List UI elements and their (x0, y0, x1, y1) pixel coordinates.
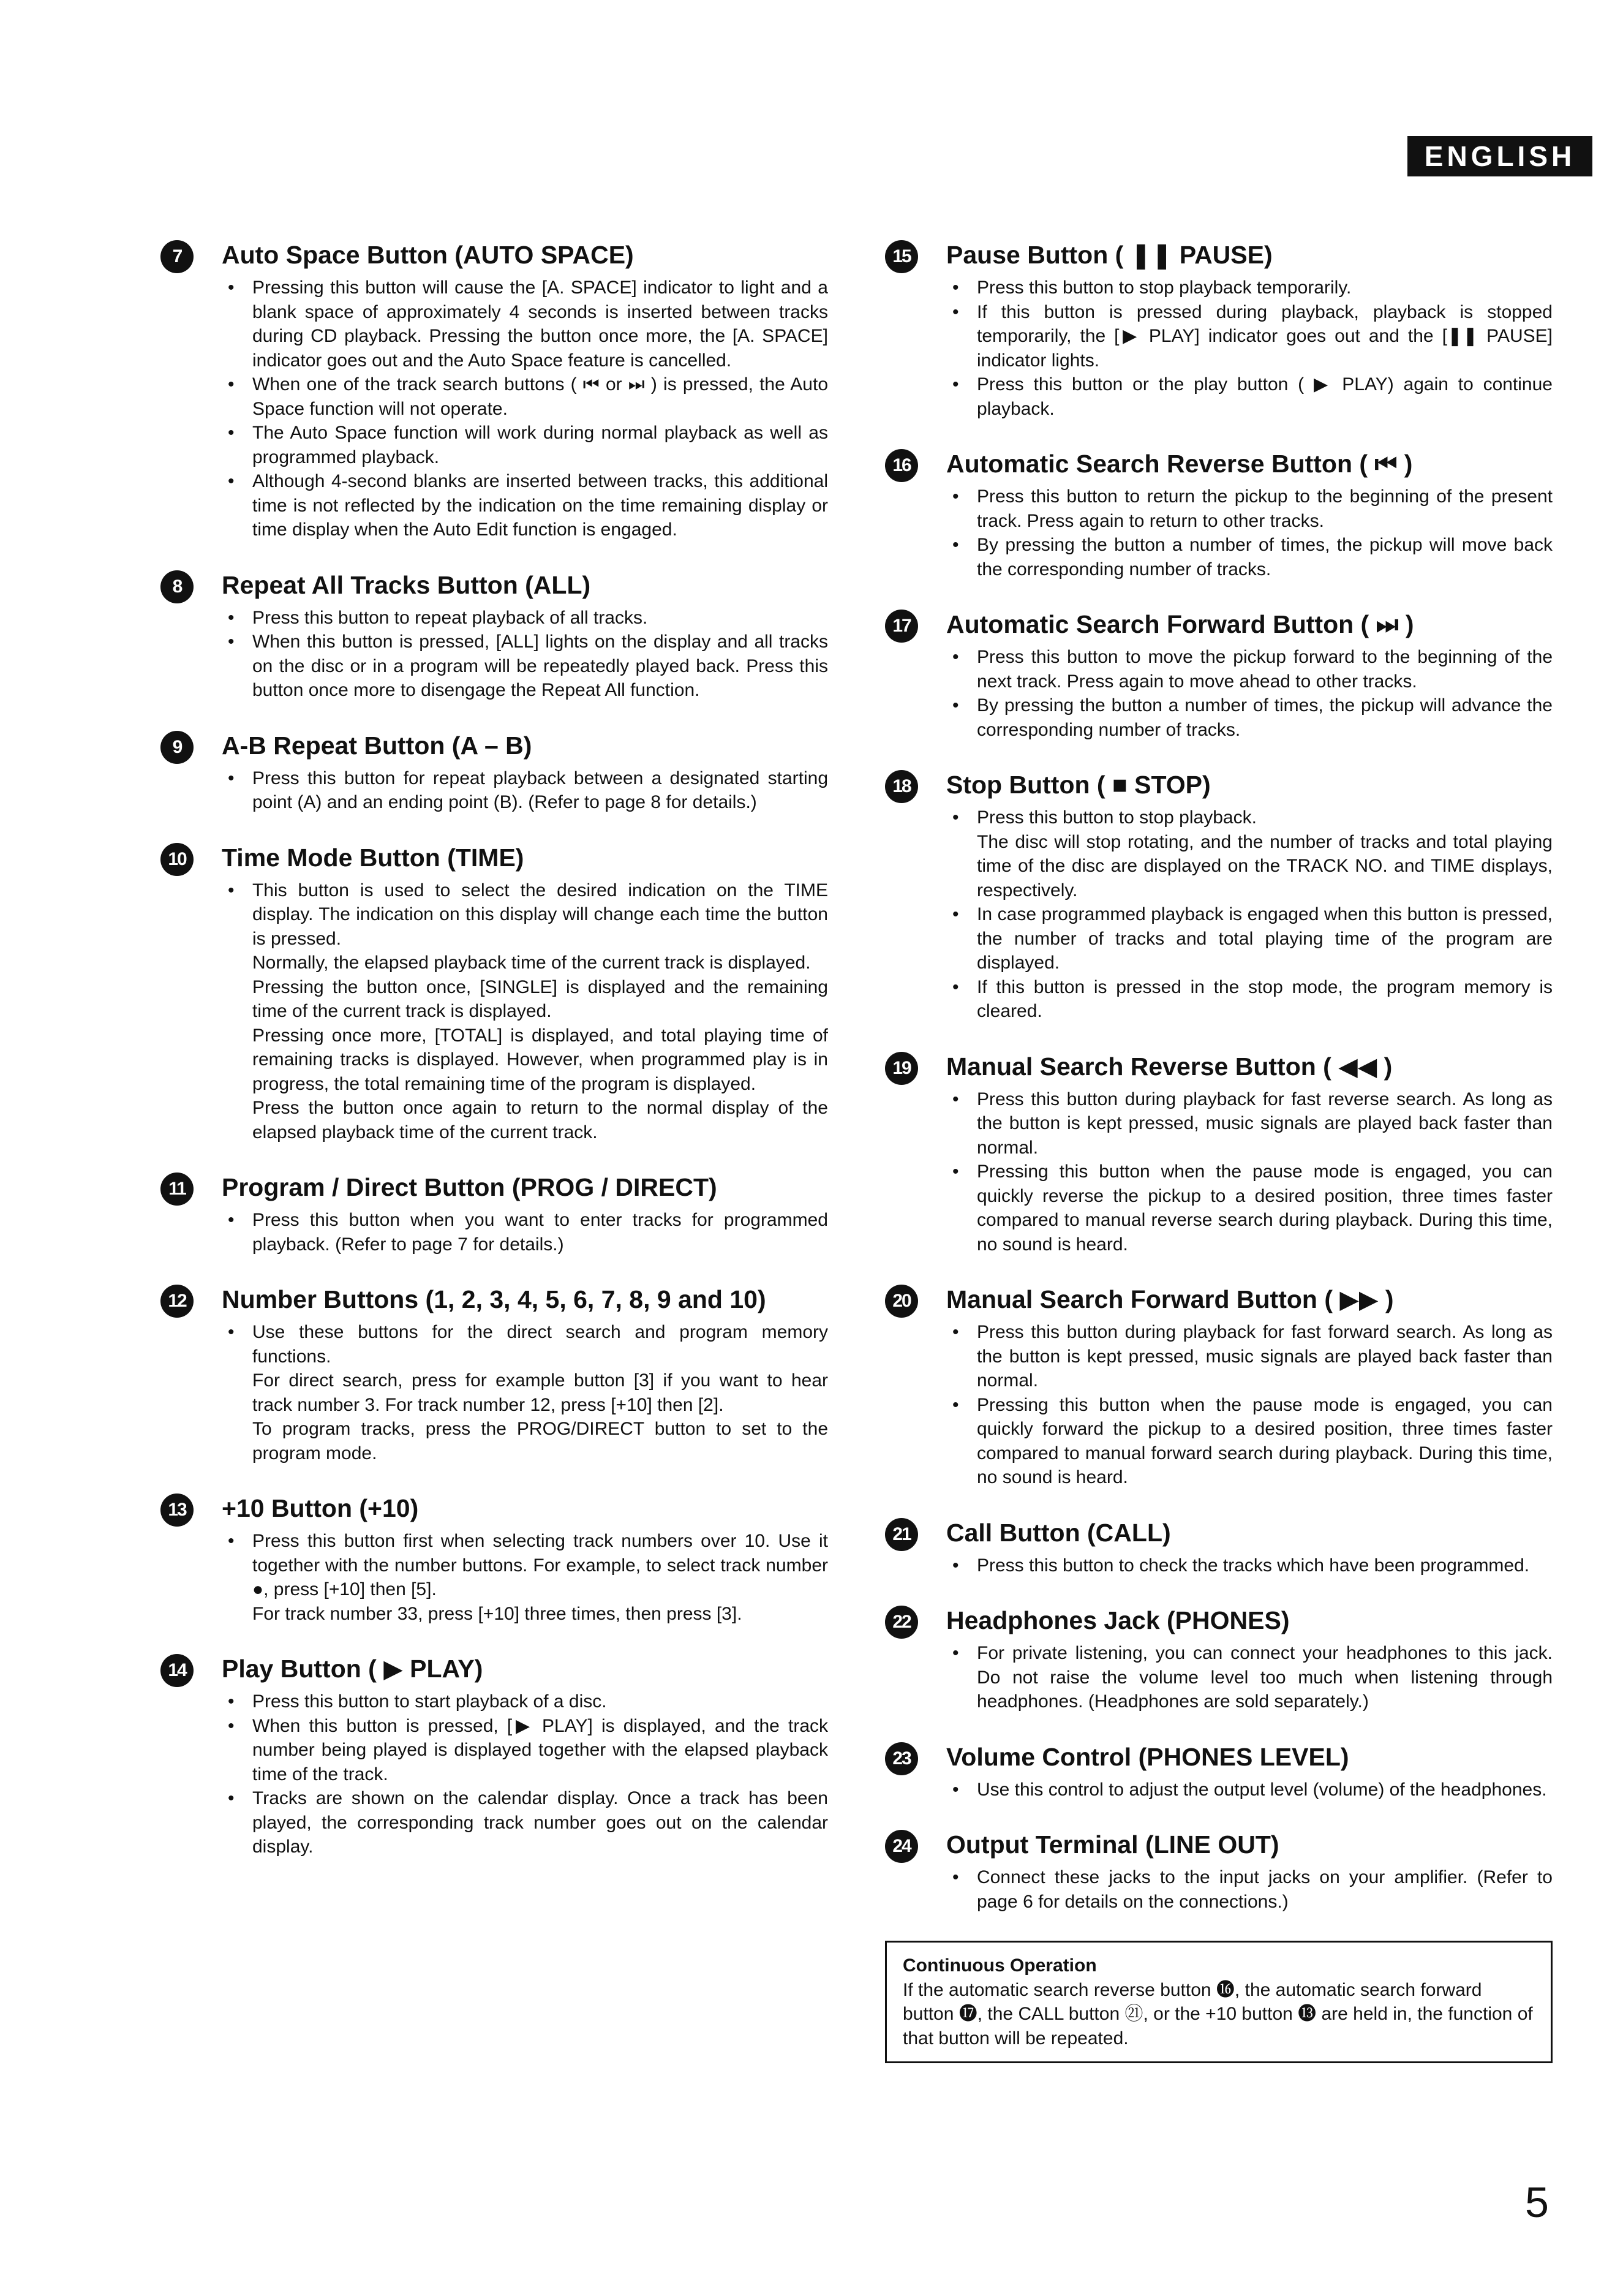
section-14 (160, 1653, 828, 1859)
bullet-paragraph: • Pressing this button when the pause mode is engaged, you can quickly forward the pickup to a desired position, three times faster compared to manual forward search during playback. During this time, no sound is heard. (977, 1394, 1553, 1487)
bullet-item (252, 372, 828, 421)
section-number-badge: 20 (885, 1285, 918, 1318)
bullet-paragraph: To program tracks, press the PROG/DIRECT button to set to the program mode. (252, 1419, 828, 1463)
section-number-badge: 21 (885, 1518, 918, 1551)
left-column (160, 239, 828, 1886)
bullet-paragraph: Pressing once more, [TOTAL] is displayed, and total playing time of remaining tracks is displayed. However, when programmed play is in progress, the total remaining time of the program is displayed. (252, 1025, 828, 1094)
bullet-paragraph: • Tracks are shown on the calendar display. Once a track has been played, the corresponding track number goes out on the calendar display. (252, 1788, 828, 1857)
bullet-paragraph: • Press this button for repeat playback between a designated starting point (A) and an ending point (B). (Refer to page 8 for details.) (252, 768, 828, 812)
section-number-badge: 23 (885, 1742, 918, 1775)
bullet-paragraph: • Connect these jacks to the input jacks on your amplifier. (Refer to page 6 for details on the connections.) (977, 1867, 1553, 1912)
bullet-list (946, 645, 1553, 742)
bullet-paragraph: • Press this button to stop playback temporarily. (977, 278, 1352, 298)
section-title: A-B Repeat Button (A – B) (222, 731, 532, 760)
bullet-item (252, 469, 828, 542)
bullet-list (946, 1087, 1553, 1257)
bullet-paragraph: • Press this button to start playback of a disc. (252, 1691, 607, 1712)
bullet-item (977, 1778, 1553, 1802)
bullet-item (252, 1529, 828, 1626)
bullet-list (222, 276, 828, 542)
bullet-item (977, 1865, 1553, 1914)
section-21 (885, 1517, 1553, 1578)
bullet-paragraph: • Pressing this button will cause the [A. SPACE] indicator to light and a blank space of approximately 4 seconds is inserted between tracks during CD playback. Pressing the button once more, the [A. SPACE] indicator goes out and the Auto Space feature is cancelled. (252, 278, 828, 371)
section-title: Output Terminal (LINE OUT) (946, 1830, 1279, 1859)
bullet-item (977, 1087, 1553, 1160)
language-tab: ENGLISH (1407, 136, 1592, 176)
bullet-paragraph: • Pressing this button when the pause mode is engaged, you can quickly reverse the pickup to a desired position, three times faster compared to manual reverse search during playback. During this time, no sound is heard. (977, 1161, 1553, 1255)
section-8 (160, 569, 828, 703)
section-18 (885, 769, 1553, 1024)
section-title: Time Mode Button (TIME) (222, 843, 524, 872)
bullet-item (977, 1393, 1553, 1490)
bullet-item (977, 1320, 1553, 1393)
section-number-badge: 13 (160, 1494, 194, 1527)
bullet-paragraph: • Use this control to adjust the output level (volume) of the headphones. (977, 1779, 1547, 1800)
section-title: Stop Button ( ■ STOP) (946, 771, 1211, 799)
bullet-paragraph: • Press this button first when selecting track numbers over 10. Use it together with the number buttons. For example, to select track number ●, press [+10] then [5]. (252, 1531, 828, 1599)
note-body: If the automatic search reverse button ⓰, the automatic search forward button ⓱, the CALL button ㉑, or the +10 button ⓭ are held in, the function of that button will be repeated. (903, 1979, 1533, 2049)
bullet-item (252, 276, 828, 372)
bullet-paragraph: • When one of the track search buttons ( ⏮ or ⏭ ) is pressed, the Auto Space function will not operate. (252, 374, 828, 419)
bullet-paragraph: • Press this button or the play button ( ▶ PLAY) again to continue playback. (977, 374, 1553, 419)
bullet-item (977, 1554, 1553, 1578)
section-title: Number Buttons (1, 2, 3, 4, 5, 6, 7, 8, 9 and 10) (222, 1285, 766, 1313)
section-22 (885, 1604, 1553, 1714)
section-title: Call Button (CALL) (946, 1518, 1171, 1547)
bullet-paragraph: • When this button is pressed, [▶ PLAY] is displayed, and the track number being played is displayed together with the elapsed playback time of the track. (252, 1715, 828, 1784)
section-number-badge: 10 (160, 843, 194, 876)
bullet-paragraph: • Press this button during playback for fast forward search. As long as the button is kept pressed, music signals are played back faster than normal. (977, 1322, 1553, 1391)
bullet-paragraph: For track number 33, press [+10] three times, then press [3]. (252, 1603, 742, 1624)
bullet-paragraph: • If this button is pressed in the stop mode, the program memory is cleared. (977, 976, 1553, 1021)
bullet-item (252, 1208, 828, 1256)
bullet-item (252, 1786, 828, 1859)
section-title: Play Button ( ▶ PLAY) (222, 1655, 483, 1683)
section-24 (885, 1829, 1553, 1914)
bullet-paragraph: • This button is used to select the desired indication on the TIME display. The indication on this display will change each time the button is pressed. (252, 880, 828, 949)
bullet-item (252, 1690, 828, 1714)
note-title: Continuous Operation (903, 1955, 1097, 1976)
section-13 (160, 1492, 828, 1626)
bullet-item (252, 766, 828, 815)
bullet-list (222, 1320, 828, 1465)
section-number-badge: 9 (160, 731, 194, 764)
bullet-item (252, 606, 828, 630)
section-number-badge: 12 (160, 1285, 194, 1318)
section-23 (885, 1741, 1553, 1802)
bullet-list (946, 1778, 1553, 1802)
bullet-item (977, 300, 1553, 373)
bullet-item (977, 372, 1553, 421)
section-title: Auto Space Button (AUTO SPACE) (222, 241, 634, 269)
bullet-paragraph: Press the button once again to return to the normal display of the elapsed playback time of the current track. (252, 1098, 828, 1142)
bullet-list (946, 485, 1553, 581)
section-title: Manual Search Forward Button ( ▶▶ ) (946, 1285, 1394, 1313)
bullet-paragraph: • Press this button to move the pickup forward to the beginning of the next track. Press again to move ahead to other tracks. (977, 647, 1553, 692)
bullet-item (977, 975, 1553, 1024)
bullet-paragraph: • Press this button during playback for fast reverse search. As long as the button is kept pressed, music signals are played back faster than normal. (977, 1089, 1553, 1158)
section-title: Program / Direct Button (PROG / DIRECT) (222, 1173, 717, 1201)
section-9 (160, 730, 828, 815)
section-number-badge: 22 (885, 1606, 918, 1639)
bullet-list (946, 806, 1553, 1024)
bullet-item (977, 485, 1553, 533)
bullet-item (977, 1160, 1553, 1256)
section-19 (885, 1051, 1553, 1257)
bullet-item (977, 533, 1553, 581)
bullet-item (977, 645, 1553, 693)
bullet-item (252, 1714, 828, 1787)
right-column (885, 239, 1553, 2063)
section-title: Automatic Search Reverse Button ( ⏮ ) (946, 450, 1413, 478)
section-number-badge: 15 (885, 240, 918, 273)
bullet-paragraph: • If this button is pressed during playback, playback is stopped temporarily, the [▶ PLAY] indicator goes out and the [❚❚ PAUSE] indicator lights. (977, 301, 1553, 371)
bullet-list (222, 606, 828, 703)
bullet-item (977, 693, 1553, 742)
bullet-list (946, 276, 1553, 421)
bullet-paragraph: • By pressing the button a number of times, the pickup will advance the corresponding number of tracks. (977, 695, 1553, 740)
bullet-paragraph: The disc will stop rotating, and the number of tracks and total playing time of the disc are displayed on the TRACK NO. and TIME displays, respectively. (977, 831, 1553, 901)
bullet-list (946, 1320, 1553, 1490)
bullet-paragraph: • Use these buttons for the direct search and program memory functions. (252, 1322, 828, 1367)
bullet-paragraph: • Press this button to stop playback. (977, 807, 1257, 828)
section-title: Pause Button ( ❚❚ PAUSE) (946, 241, 1273, 269)
bullet-paragraph: Normally, the elapsed playback time of the current track is displayed. (252, 953, 811, 973)
section-11 (160, 1171, 828, 1256)
bullet-item (252, 421, 828, 469)
section-number-badge: 14 (160, 1654, 194, 1687)
bullet-paragraph: • For private listening, you can connect your headphones to this jack. Do not raise the volume level too much when listening through headphones. (Headphones are sold separately.) (977, 1643, 1553, 1712)
section-number-badge: 8 (160, 570, 194, 603)
section-16 (885, 448, 1553, 581)
section-title: Automatic Search Forward Button ( ⏭ ) (946, 610, 1414, 638)
section-20 (885, 1283, 1553, 1490)
bullet-list (946, 1865, 1553, 1914)
bullet-item (252, 1320, 828, 1465)
page-number: 5 (1525, 2178, 1549, 2226)
bullet-list (946, 1641, 1553, 1714)
bullet-paragraph: • In case programmed playback is engaged when this button is pressed, the number of tracks and total playing time of the program are displayed. (977, 904, 1553, 973)
section-title: Repeat All Tracks Button (ALL) (222, 570, 591, 599)
bullet-paragraph: • By pressing the button a number of times, the pickup will move back the corresponding number of tracks. (977, 535, 1553, 580)
bullet-list (222, 1690, 828, 1859)
section-number-badge: 16 (885, 449, 918, 482)
bullet-paragraph: • Press this button to return the pickup to the beginning of the present track. Press again to return to other tracks. (977, 486, 1553, 531)
section-title: Manual Search Reverse Button ( ◀◀ ) (946, 1052, 1393, 1081)
section-number-badge: 11 (160, 1173, 194, 1206)
bullet-list (222, 878, 828, 1145)
bullet-list (222, 766, 828, 815)
section-7 (160, 239, 828, 542)
right-sections (885, 239, 1553, 1914)
bullet-list (222, 1529, 828, 1626)
section-number-badge: 17 (885, 610, 918, 643)
section-title: +10 Button (+10) (222, 1494, 419, 1522)
continuous-operation-box (885, 1941, 1553, 2063)
section-17 (885, 608, 1553, 742)
bullet-paragraph: • Press this button to check the tracks which have been programmed. (977, 1555, 1530, 1576)
bullet-paragraph: • Press this button to repeat playback of all tracks. (252, 607, 648, 628)
section-number-badge: 19 (885, 1052, 918, 1085)
section-12 (160, 1283, 828, 1465)
bullet-item (252, 878, 828, 1145)
bullet-paragraph: Pressing the button once, [SINGLE] is displayed and the remaining time of the current track is displayed. (252, 976, 828, 1021)
section-title: Volume Control (PHONES LEVEL) (946, 1742, 1349, 1771)
bullet-item (252, 630, 828, 703)
bullet-paragraph: • Although 4-second blanks are inserted between tracks, this additional time is not reflected by the indication on the time remaining display or time display when the Auto Edit function is engaged. (252, 471, 828, 540)
section-10 (160, 842, 828, 1145)
bullet-list (222, 1208, 828, 1256)
bullet-paragraph: • The Auto Space function will work during normal playback as well as programmed playback. (252, 423, 828, 467)
section-15 (885, 239, 1553, 421)
section-title: Headphones Jack (PHONES) (946, 1606, 1290, 1634)
section-number-badge: 24 (885, 1830, 918, 1863)
bullet-item (977, 1641, 1553, 1714)
bullet-paragraph: • Press this button when you want to enter tracks for programmed playback. (Refer to page 7 for details.) (252, 1210, 828, 1255)
section-number-badge: 7 (160, 240, 194, 273)
bullet-item (977, 902, 1553, 975)
section-number-badge: 18 (885, 770, 918, 803)
bullet-paragraph: • When this button is pressed, [ALL] lights on the display and all tracks on the disc or in a program will be repeatedly played back. Press this button once more to disengage the Repeat All function. (252, 632, 828, 700)
bullet-item (977, 806, 1553, 902)
bullet-list (946, 1554, 1553, 1578)
bullet-item (977, 276, 1553, 300)
bullet-paragraph: For direct search, press for example button [3] if you want to hear track number 3. For track number 12, press [+10] then [2]. (252, 1370, 828, 1415)
